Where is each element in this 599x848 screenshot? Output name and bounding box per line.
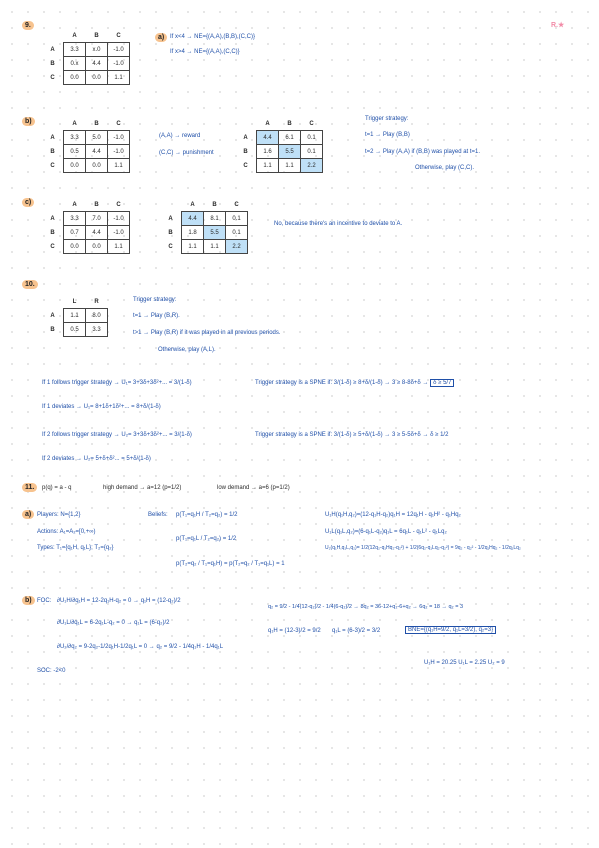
payoff-cell: 7.0: [86, 212, 108, 226]
payoff-cell: -1.0: [108, 226, 130, 240]
payoff-cell: 1.1: [182, 240, 204, 254]
q11-part-a-label: a): [22, 510, 34, 519]
payoff-cell: -1.0: [108, 57, 130, 71]
q9-b-strategy-else: Otherwise, play (C,C).: [415, 165, 475, 171]
payoff-cell: 8.0: [86, 309, 108, 323]
payoff-cell: 1.8: [182, 226, 204, 240]
col-header: C: [116, 32, 121, 39]
col-header: A: [72, 201, 77, 208]
payoff-cell: 0.x: [64, 57, 86, 71]
col-header: C: [234, 201, 239, 208]
q11-actions: Actions: A₁=A₂=[0,+∞): [37, 529, 96, 535]
q9-b-strategy-title: Trigger strategy:: [365, 116, 409, 122]
payoff-cell: 3.3: [64, 43, 86, 57]
row-header: A: [50, 46, 55, 53]
payoff-cell: 0.0: [86, 159, 108, 173]
payoff-cell: 4.4: [86, 145, 108, 159]
payoff-cell: 2.2: [226, 240, 248, 254]
q9-b-reward: (A,A) → reward: [159, 133, 201, 139]
payoff-cell: 1.1: [64, 309, 86, 323]
question-9-number: 9.: [22, 21, 34, 30]
payoff-cell: 0.0: [64, 240, 86, 254]
payoff-cell: 0.5: [64, 145, 86, 159]
row-header: B: [243, 148, 248, 155]
payoff-cell: 3.3: [86, 323, 108, 337]
q11-q1h-value: q₁H = (12-3)/2 = 9/2: [268, 628, 321, 634]
payoff-cell: 4.4: [86, 57, 108, 71]
payoff-cell: -1.0: [108, 145, 130, 159]
payoff-cell: 1.1: [204, 240, 226, 254]
q11-belief-1: p(T₁=q₁H / T₂=q₂) = 1/2: [176, 512, 238, 518]
payoff-cell: 5.0: [86, 131, 108, 145]
row-header: C: [50, 243, 55, 250]
q11-payoffs: U₁H = 20.25 U₁L = 2.25 U₂ = 9: [424, 660, 505, 666]
q10-line-1-right: [255, 380, 454, 386]
q10-strategy-title: Trigger strategy:: [133, 297, 177, 303]
q10-payoff-matrix: [42, 295, 108, 337]
row-header: C: [243, 162, 248, 169]
spne-condition-1: Trigger strategy is a SPNE if: 3/(1-δ) ≥ 8+δ/(1-δ) → 3 ≥ 8-8δ+δ →: [255, 380, 431, 386]
col-header: A: [72, 120, 77, 127]
payoff-cell: -1.0: [108, 131, 130, 145]
q11-foc-3: ∂U₂/∂q₂ = 9-2q₂-1/2q₁H-1/2q₁L = 0 → q₂ = 9/2 - 1/4q₁H - 1/4q₁L: [57, 644, 224, 650]
q11-foc-2: ∂U₁L/∂q₁L = 6-2q₁L-q₂ = 0 → q₁L = (6-q₂)/2: [57, 620, 170, 626]
q9-b-payoff-matrix: [42, 117, 130, 173]
q11-belief-2: p(T₁=q₁L / T₂=q₂) = 1/2: [176, 536, 237, 542]
payoff-cell: 0.0: [64, 159, 86, 173]
payoff-cell: 0.1: [226, 226, 248, 240]
payoff-cell: 1.6: [257, 145, 279, 159]
row-header: A: [50, 312, 55, 319]
q9-part-c-label: c): [22, 198, 34, 207]
q11-types: Types: T₁={q₁H, q₁L}; T₂={q₂}: [37, 545, 114, 551]
q10-strategy-else: Otherwise, play (A,L).: [158, 347, 216, 353]
q11-high-demand: high demand → a=12 (p=1/2): [103, 485, 182, 491]
question-11-number: 11.: [22, 483, 37, 492]
payoff-cell: 0.1: [226, 212, 248, 226]
row-header: C: [50, 162, 55, 169]
payoff-cell: 1.1: [108, 240, 130, 254]
row-header: A: [243, 134, 248, 141]
q11-players: Players: N={1,2}: [37, 512, 81, 518]
col-header: C: [309, 120, 314, 127]
payoff-cell: 1.1: [279, 159, 301, 173]
q9-a-line-2: If x>4 → NE={(A,A),(C,C)}: [170, 49, 240, 55]
q11-low-demand: low demand → a=6 (p=1/2): [217, 485, 290, 491]
row-header: B: [168, 229, 173, 236]
q11-u1-low: U₁L(q₁L,q₂)=(6-q₁L-q₂)q₁L = 6q₁L - q₁L² - q₁Lq₂: [325, 529, 447, 535]
col-header: B: [94, 201, 99, 208]
q9-a-line-1: If x<4 → NE={(A,A),(B,B),(C,C)}: [170, 34, 256, 40]
payoff-cell: 0.5: [64, 323, 86, 337]
q10-line-3-left: If 2 follows trigger strategy → U₂= 3+3δ+3δ²+... = 3/(1-δ): [42, 432, 192, 438]
q11-soc: SOC: -2<0: [37, 668, 66, 674]
payoff-cell: 5.5: [204, 226, 226, 240]
q11-foc-1: ∂U₁H/∂q₁H = 12-2q₁H-q₂ = 0 → q₁H = (12-q₂)/2: [57, 598, 181, 604]
payoff-cell: 0.1: [301, 131, 323, 145]
col-header: R: [94, 298, 99, 305]
payoff-cell: 0.0: [86, 240, 108, 254]
q9-part-a-label: a): [155, 33, 167, 42]
question-10-number: 10.: [22, 280, 38, 289]
payoff-cell: -1.0: [108, 43, 130, 57]
q11-solve-q2: q₂ = 9/2 - 1/4(12-q₂)/2 - 1/4(6-q₂)/2 → 8q₂ = 36-12+q₂-6+q₂ → 6q₂ = 18 → q₂ = 3: [268, 604, 464, 610]
payoff-cell: 0.1: [301, 145, 323, 159]
row-header: B: [50, 326, 55, 333]
payoff-cell: 0.7: [64, 226, 86, 240]
q10-line-2-left: If 1 deviates → U₁= 8+1δ+1δ²+... = 8+δ/(1-δ): [42, 404, 161, 410]
payoff-cell: 1.1: [257, 159, 279, 173]
row-header: C: [168, 243, 173, 250]
q10-strategy-t2: t>1 → Play (B,R) if it was played in all previous periods.: [133, 330, 281, 336]
col-header: A: [190, 201, 195, 208]
payoff-cell: 3.3: [64, 131, 86, 145]
row-header: B: [50, 60, 55, 67]
payoff-cell: 4.4: [257, 131, 279, 145]
q10-strategy-t1: t=1 → Play (B,R).: [133, 313, 180, 319]
payoff-cell: 0.0: [64, 71, 86, 85]
q9-c-answer: No, because there's an incentive to deviate to A.: [274, 221, 403, 227]
q9-part-b-label: b): [22, 117, 35, 126]
q11-belief-3: p(T₂=q₂ / T₁=q₁H) = p(T₂=q₂ / T₁=q₁L) = 1: [176, 561, 285, 567]
q11-bne: [405, 627, 496, 633]
payoff-cell: 5.5: [279, 145, 301, 159]
row-header: A: [168, 215, 173, 222]
q10-line-3-right: Trigger strategy is a SPNE if: 3/(1-δ) ≥ 5+δ/(1-δ) → 3 ≥ 5-5δ+δ → δ ≥ 1/2: [255, 432, 449, 438]
col-header: B: [212, 201, 217, 208]
q11-foc-label: FOC:: [37, 598, 52, 604]
payoff-cell: x.0: [86, 43, 108, 57]
payoff-cell: 6.1: [279, 131, 301, 145]
row-header: C: [50, 74, 55, 81]
bne-boxed: BNE={(q₁H=9/2, q₁L=3/2), q₂=3}: [405, 626, 496, 634]
q11-beliefs-label: Beliefs:: [148, 512, 168, 518]
payoff-cell: 1.1: [108, 71, 130, 85]
col-header: B: [287, 120, 292, 127]
row-header: A: [50, 134, 55, 141]
col-header: B: [94, 32, 99, 39]
q9-b-repeated-matrix: [235, 117, 323, 173]
col-header: C: [116, 201, 121, 208]
q10-line-4-left: If 2 deviates → U₂= 5+δ+δ²... = 5+δ/(1-δ): [42, 456, 151, 462]
q9-b-punishment: (C,C) → punishment: [159, 150, 214, 156]
q11-inverse-demand: p(q) = a - q: [42, 485, 72, 491]
col-header: B: [94, 120, 99, 127]
q11-u1-high: U₁H(q₁H,q₂)=(12-q₁H-q₂)q₁H = 12q₁H - q₁H² - q₁Hq₂: [325, 512, 461, 518]
payoff-cell: 3.3: [64, 212, 86, 226]
row-header: B: [50, 148, 55, 155]
payoff-cell: 1.1: [108, 159, 130, 173]
q10-line-1-left: If 1 follows trigger strategy → U₁= 3+3δ+3δ²+... = 3/(1-δ): [42, 380, 192, 386]
payoff-cell: 8.1: [204, 212, 226, 226]
q9-c-repeated-matrix: [160, 198, 248, 254]
col-header: C: [116, 120, 121, 127]
payoff-cell: -1.0: [108, 212, 130, 226]
row-header: B: [50, 229, 55, 236]
q11-q1l-value: q₁L = (6-3)/2 = 3/2: [332, 628, 381, 634]
payoff-cell: 2.2: [301, 159, 323, 173]
q9-b-strategy-t1: t=1 → Play (B,B): [365, 132, 410, 138]
payoff-cell: 4.4: [182, 212, 204, 226]
q9-c-payoff-matrix: [42, 198, 130, 254]
q9-payoff-matrix: [42, 29, 130, 85]
q11-part-b-label: b): [22, 596, 35, 605]
col-header: A: [265, 120, 270, 127]
q9-b-strategy-t2: t=2 → Play (A,A) if (B,B) was played at t=1.: [365, 149, 481, 155]
boxed-answer: δ ≥ 5/7: [430, 379, 454, 387]
corner-star-mark: R.★: [551, 22, 565, 29]
col-header: L: [72, 298, 77, 305]
q11-u2: U₂(q₁H,q₁L,q₂)= 1/2(12q₂-q₁Hq₂-q₂²) + 1/2(6q₂-q₁Lq₂-q₂²) = 9q₂ - q₂² - 1/2q₁Hq₂ - 1/2q₁Lq₂: [325, 545, 521, 551]
payoff-cell: 0.0: [86, 71, 108, 85]
payoff-cell: 4.4: [86, 226, 108, 240]
col-header: A: [72, 32, 77, 39]
row-header: A: [50, 215, 55, 222]
